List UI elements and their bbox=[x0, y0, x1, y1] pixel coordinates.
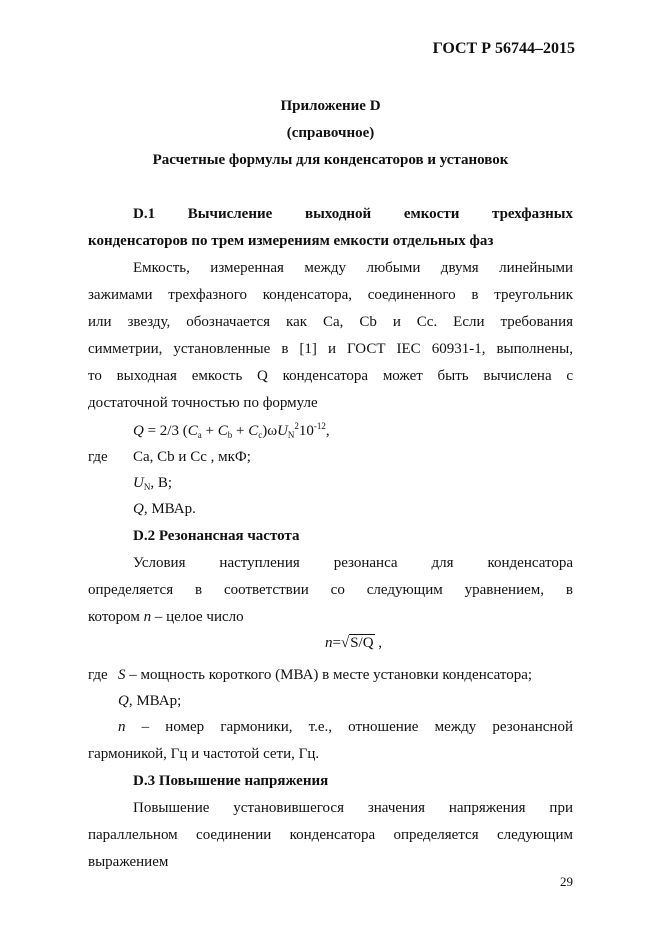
d1-number: D.1 bbox=[133, 206, 156, 222]
d1-paragraph-line: симметрии, установленные в [1] и ГОСТ IEC 60931-1, выполнены, bbox=[88, 341, 573, 357]
d3-paragraph-line: Повышение установившегося значения напряжения при bbox=[133, 800, 573, 816]
d1-heading-line2: конденсаторов по трем измерениям емкости отдельных фаз bbox=[88, 233, 494, 249]
d3-paragraph-line: параллельном соединении конденсатора определяется следующим bbox=[88, 827, 573, 843]
d1-paragraph-line: то выходная емкость Q конденсатора может быть вычислена с bbox=[88, 368, 573, 384]
capacity-formula: Q = 2/3 $(C_a + C_b + C_c)\omega U_N^210^{-12}$, bbox=[133, 421, 330, 440]
d1-heading-word: выходной bbox=[304, 206, 372, 222]
d1-heading-word: емкости bbox=[403, 206, 460, 222]
d2-paragraph-line: определяется в соответствии со следующим уравнением, в bbox=[88, 582, 573, 598]
where-item: Ca, Cb и Cc , мкФ; bbox=[133, 449, 251, 465]
appendix-title: Приложение D bbox=[280, 98, 381, 114]
d1-heading-word: Вычисление bbox=[187, 206, 273, 222]
where-item: Q, МВАр. bbox=[133, 501, 196, 517]
d3-paragraph-line: выражением bbox=[88, 854, 169, 870]
where-item: $U_N$, В; bbox=[133, 475, 173, 492]
d1-heading-word: трехфазных bbox=[492, 206, 573, 222]
resonance-formula: n=√S/Q , bbox=[325, 635, 383, 651]
d1-paragraph-line: или звезду, обозначается как Ca, Cb и Cc. Если требования bbox=[88, 314, 573, 330]
d2-heading: D.2 Резонансная частота bbox=[133, 528, 300, 544]
d2-paragraph-line: Условия наступления резонанса для конденсатора bbox=[133, 555, 573, 571]
document-id: ГОСТ Р 56744–2015 bbox=[432, 40, 575, 57]
page-number: 29 bbox=[560, 874, 573, 889]
d1-paragraph-line: достаточной точностью по формуле bbox=[88, 395, 318, 411]
d1-heading-line1 bbox=[133, 206, 573, 223]
where-item: Q, МВАр; bbox=[118, 693, 182, 709]
where-label: где bbox=[88, 449, 108, 465]
appendix-note: (справочное) bbox=[286, 125, 375, 141]
d1-paragraph-line: зажимами трехфазного конденсатора, соединенного в треугольник bbox=[88, 287, 573, 303]
where-item: S – мощность короткого (МВА) в месте установки конденсатора; bbox=[118, 667, 533, 683]
d2-paragraph-line: котором n – целое число bbox=[88, 609, 244, 625]
where-item: гармоникой, Гц и частотой сети, Гц. bbox=[88, 746, 320, 762]
appendix-subtitle: Расчетные формулы для конденсаторов и установок bbox=[152, 152, 509, 168]
d3-heading: D.3 Повышение напряжения bbox=[133, 773, 329, 789]
where-label: где bbox=[88, 667, 108, 683]
d1-paragraph-line: Емкость, измеренная между любыми двумя линейными bbox=[133, 260, 573, 276]
where-item: n – номер гармоники, т.е., отношение между резонансной bbox=[118, 719, 573, 735]
